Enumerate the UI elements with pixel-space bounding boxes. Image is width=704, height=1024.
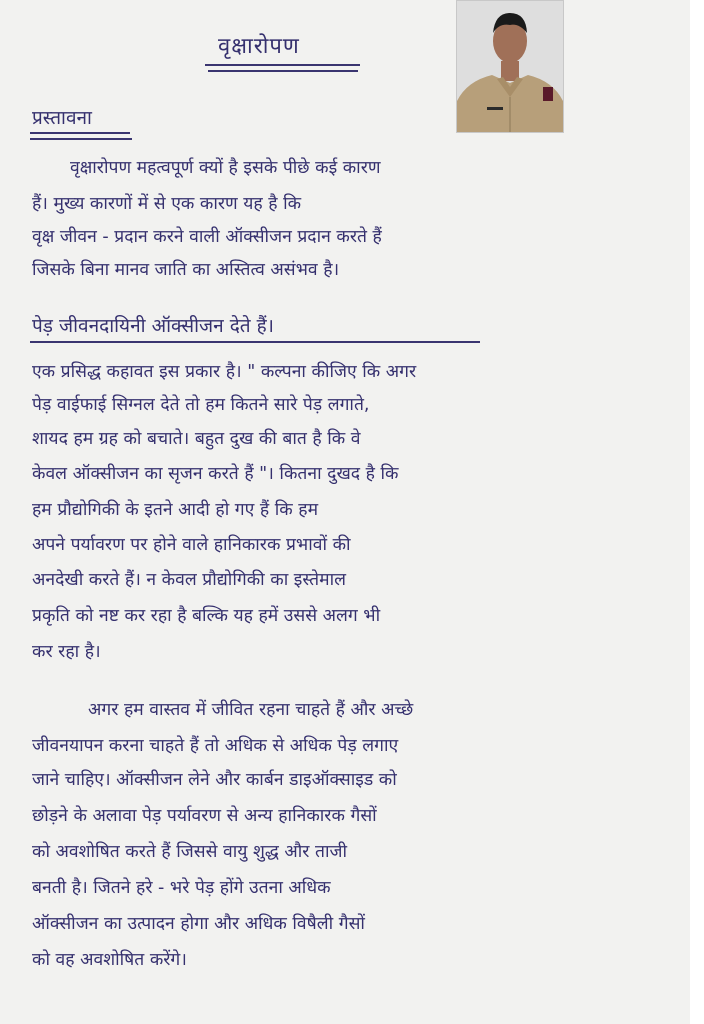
text-line: को अवशोषित करते हैं जिससे वायु शुद्ध और ताजी <box>32 842 348 862</box>
text-line: जाने चाहिए। ऑक्सीजन लेने और कार्बन डाइऑक्साइड को <box>32 770 397 790</box>
text-line: हैं। मुख्य कारणों में से एक कारण यह है कि <box>32 194 302 214</box>
heading-underline-oxygen <box>30 341 480 343</box>
heading-underline-intro-second <box>30 138 132 140</box>
text-line: छोड़ने के अलावा पेड़ पर्यावरण से अन्य हानिकारक गैसों <box>32 806 377 826</box>
title-underline-second <box>208 70 358 72</box>
text-line: बनती है। जितने हरे - भरे पेड़ होंगे उतना अधिक <box>32 878 331 898</box>
text-line: हम प्रौद्योगिकी के इतने आदी हो गए हैं कि हम <box>32 500 319 520</box>
text-line: केवल ऑक्सीजन का सृजन करते हैं "। कितना दुखद है कि <box>32 464 399 484</box>
text-line: जीवनयापन करना चाहते हैं तो अधिक से अधिक पेड़ लगाए <box>32 736 399 756</box>
text-line: अपने पर्यावरण पर होने वाले हानिकारक प्रभावों की <box>32 535 351 555</box>
text-line: अनदेखी करते हैं। न केवल प्रौद्योगिकी का इस्तेमाल <box>32 570 347 590</box>
section-heading-intro: प्रस्तावना <box>32 107 92 129</box>
text-line: वृक्षारोपण महत्वपूर्ण क्यों है इसके पीछे कई कारण <box>70 158 381 178</box>
section-heading-oxygen: पेड़ जीवनदायिनी ऑक्सीजन देते हैं। <box>32 315 274 337</box>
person-portrait-icon <box>457 1 563 132</box>
title-underline <box>205 64 360 66</box>
page-title: वृक्षारोपण <box>218 34 300 59</box>
text-line: को वह अवशोषित करेंगे। <box>32 950 187 970</box>
text-line: शायद हम ग्रह को बचाते। बहुत दुख की बात है कि वे <box>32 429 361 449</box>
page-edge <box>690 0 704 1024</box>
heading-underline-intro <box>30 132 130 134</box>
text-line: अगर हम वास्तव में जीवित रहना चाहते हैं और अच्छे <box>88 700 414 720</box>
text-line: जिसके बिना मानव जाति का अस्तित्व असंभव है। <box>32 260 340 280</box>
text-line: पेड़ वाईफाई सिग्नल देते तो हम कितने सारे पेड़ लगाते, <box>32 395 370 415</box>
text-line: ऑक्सीजन का उत्पादन होगा और अधिक विषैली गैसों <box>32 914 365 934</box>
text-line: एक प्रसिद्ध कहावत इस प्रकार है। " कल्पना कीजिए कि अगर <box>32 362 417 382</box>
text-line: कर रहा है। <box>32 642 101 662</box>
text-line: प्रकृति को नष्ट कर रहा है बल्कि यह हमें उससे अलग भी <box>32 606 381 626</box>
text-line: वृक्ष जीवन - प्रदान करने वाली ऑक्सीजन प्रदान करते हैं <box>32 227 382 247</box>
student-photo <box>456 0 564 133</box>
